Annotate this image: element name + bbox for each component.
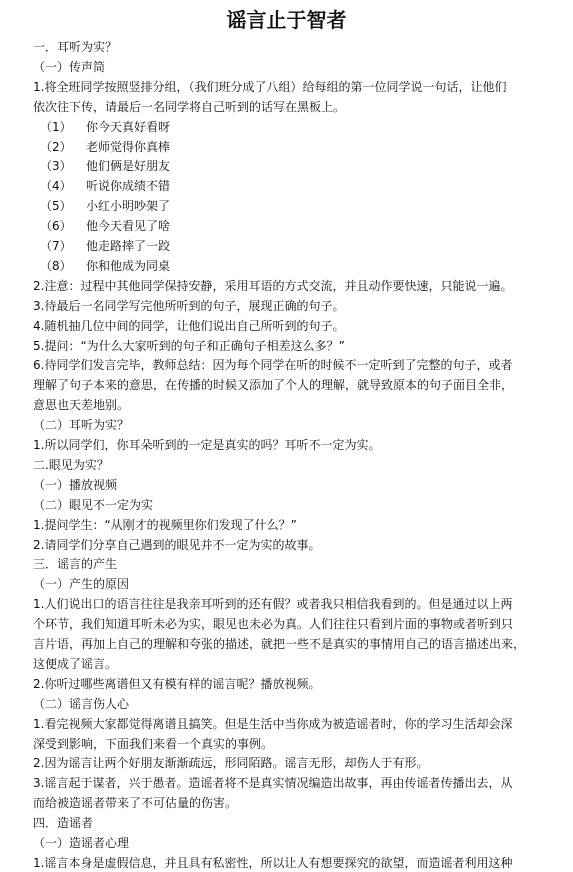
text-line: 1.将全班同学按照竖排分组，（我们班分成了八组）给每组的第一位同学说一句话，让他们	[33, 79, 507, 94]
sentence-number: （7）	[40, 239, 72, 253]
text-line: 意思也天差地别。	[33, 398, 130, 413]
sentence-item	[40, 217, 543, 235]
sentence-text: 听说你成绩不错	[86, 179, 171, 194]
text-line: 2.因为谣言让两个好朋友渐渐疏远，形同陌路。谣言无形，却伤人于有形。	[33, 756, 429, 771]
sentence-number: （2）	[40, 139, 72, 154]
text-line: 1.谣言本身是虚假信息，并且具有私密性，所以让人有想要探究的欲望，而造谣者利用这种	[33, 855, 513, 870]
sentence-text: 他们俩是好朋友	[86, 159, 171, 174]
sentence-number: （8）	[40, 258, 72, 273]
sentence-item	[40, 257, 543, 275]
text-line: 深受到影响，下面我们来看一个真实的事例。	[33, 736, 274, 751]
text-line: 四．造谣者	[33, 816, 94, 831]
text-line: 3.谣言起于谋者，兴于愚者。造谣者将不是真实情况编造出故事，再由传谣者传播出去，从	[33, 776, 513, 791]
text-line: 言片语，再加上自己的理解和夸张的描述，就把一些不是真实的事情用自己的语言描述出来，	[33, 637, 526, 651]
sentence-item	[40, 177, 543, 195]
sentence-number: （4）	[40, 179, 72, 194]
sentence-text: 你和他成为同桌	[86, 258, 171, 273]
text-line: 2.请同学们分享自己遇到的眼见并不一定为实的故事。	[33, 537, 321, 552]
sentence-text: 你今天真好看呀	[86, 119, 171, 134]
sentence-text: 他走路摔了一跤	[86, 239, 171, 253]
sentence-item	[40, 197, 543, 215]
text-line: （一）传声筒	[33, 59, 106, 74]
text-line: 理解了句子本来的意思，在传播的时候又添加了个人的理解，就导致原本的句子面目全非，	[33, 378, 514, 393]
text-line: 一．耳听为实？	[33, 40, 118, 54]
text-line: 二.眼见为实？	[33, 457, 109, 472]
sentence-item	[40, 138, 543, 156]
sentence-item	[40, 118, 543, 136]
text-line: （二）耳听为实？	[33, 418, 130, 433]
text-line: 4.随机抽几位中间的同学，让他们说出自己所听到的句子。	[33, 318, 345, 333]
text-line: 5.提问：“为什么大家听到的句子和正确句子相差这么多？”	[33, 338, 345, 353]
sentence-number: （6）	[40, 219, 72, 234]
text-line: 6.待同学们发言完毕，教师总结：因为每个同学在听的时候不一定听到了完整的句子，或者	[33, 358, 513, 373]
sentence-text: 老师觉得你真棒	[86, 139, 171, 154]
text-line: （二）谣言伤人心	[33, 696, 130, 711]
text-line: 1.所以同学们，你耳朵听到的一定是真实的吗？耳听不一定为实。	[33, 438, 381, 452]
document-title: 谣言止于智者	[226, 8, 347, 32]
text-line: 1.提问学生：“从刚才的视频里你们发现了什么？”	[33, 517, 297, 532]
text-line: 而给被造谣者带来了不可估量的伤害。	[33, 796, 238, 811]
text-line: （一）产生的原因	[33, 577, 130, 592]
text-line: 2.注意：过程中其他同学保持安静，采用耳语的方式交流，并且动作要快速，只能说一遍。	[33, 278, 513, 293]
text-line: 2.你听过哪些离谱但又有模有样的谣言呢？播放视频。	[33, 676, 321, 691]
text-line: 3.待最后一名同学写完他所听到的句子，展现正确的句子。	[33, 298, 345, 313]
text-line: （一）播放视频	[33, 477, 118, 492]
text-line: （一）造谣者心理	[33, 836, 130, 850]
sentence-item	[40, 237, 543, 255]
sentence-text: 小红小明吵架了	[86, 199, 171, 214]
text-line: 这便成了谣言。	[33, 656, 118, 671]
text-line: （二）眼见不一定为实	[33, 497, 154, 512]
text-line: 三．谣言的产生	[33, 557, 118, 572]
text-line: 依次往下传，请最后一名同学将自己听到的话写在黑板上。	[33, 99, 346, 114]
sentence-item	[40, 157, 543, 175]
text-line: 1.看完视频大家都觉得离谱且搞笑。但是生活中当你成为被造谣者时，你的学习生活却会深	[33, 716, 513, 731]
sentence-number: （1）	[40, 119, 72, 134]
sentence-number: （3）	[40, 159, 72, 174]
text-line: 个环节，我们知道耳听未必为实，眼见也未必为真。人们往往只看到片面的事物或者听到只	[33, 617, 514, 632]
sentence-text: 他今天看见了啥	[86, 219, 171, 234]
text-line: 1.人们说出口的语言往往是我亲耳听到的还有假？或者我只相信我看到的。但是通过以上两	[33, 597, 513, 612]
sentence-number: （5）	[40, 199, 72, 214]
